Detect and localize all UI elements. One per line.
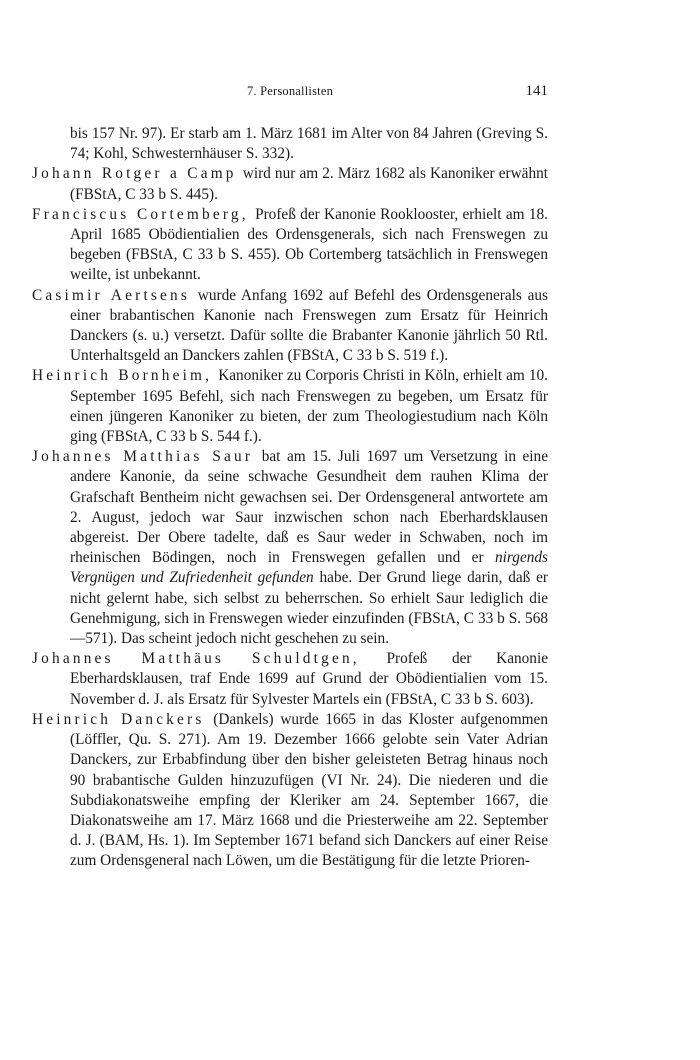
chapter-title: 7. Personallisten xyxy=(246,84,334,98)
person-name: Casimir Aertsens xyxy=(32,286,191,304)
person-name: Heinrich Bornheim, xyxy=(32,367,213,385)
person-name: Johannes Matthäus Schuldtgen, xyxy=(32,650,360,668)
body-text xyxy=(32,124,548,872)
person-name: Johannes Matthias Saur xyxy=(32,448,254,466)
entry-text: (Dankels) wurde 1665 in das Kloster aufgenommen (Löffler, Qu. S. 271). Am 19. Dezember 1666 gelobte sein Vater Adrian Danckers, zur Erbabfindung über den bisher geleisteten Betrag hinaus noch 90 brabantische Gulden hinzuzufügen (VI Nr. 24). Die niederen und die Subdiakonatsweihe empfing der Kleriker am 24. September 1667, die Diakonatsweihe am 17. März 1668 und die Priesterweihe am 22. September d. J. (BAM, Hs. 1). Im September 1671 befand sich Danckers auf einer Reise zum Ordensgeneral nach Löwen, um die Bestätigung für die letzte Prioren- xyxy=(70,710,548,870)
entry-heinrich-bornheim xyxy=(32,366,548,447)
entry-text: wurde Anfang 1692 auf Befehl des Ordensgenerals aus einer brabantischen Kanonie nach Frenswegen zum Ersatz für Heinrich Danckers (s. u.) versetzt. Dafür sollte die Brabanter Kanonie jährlich 50 Rtl. Unterhaltsgeld an Danckers zahlen (FBStA, C 33 b S. 519 f.). xyxy=(70,286,548,365)
entry-franciscus-cortemberg xyxy=(32,205,548,286)
entry-johannes-matthaeus-schuldtgen xyxy=(32,649,548,710)
entry-heinrich-danckers xyxy=(32,710,548,872)
entry-text-after: habe. Der Grund liege darin, daß er nicht gelernt habe, sich selbst zu beherrschen. So erhielt Saur lediglich die Genehmigung, sich in Frenswegen wieder einzufinden (FBStA, C 33 b S. 568—571). Das scheint jedoch nicht geschehen zu sein. xyxy=(70,569,548,648)
person-name: Heinrich Danckers xyxy=(32,710,205,728)
entry-casimir-aertsens xyxy=(32,286,548,367)
entry-continuation xyxy=(32,124,548,164)
entry-text: wird nur am 2. März 1682 als Kanoniker erwähnt (FBStA, C 33 b S. 445). xyxy=(70,165,548,203)
italic-quote: nirgends Vergnügen und Zufriedenheit gefunden xyxy=(70,549,548,587)
person-name: Franciscus Cortemberg, xyxy=(32,205,249,223)
entry-johann-rotger-a-camp xyxy=(32,164,548,204)
entry-johannes-matthias-saur xyxy=(32,447,548,649)
page-number: 141 xyxy=(525,83,548,99)
entry-text: Profeß der Kanonie Rooklooster, erhielt am 18. April 1685 Obödientialien des Ordensgenerals, sich nach Frenswegen zu begeben (FBStA, C 33 b S. 455). Ob Cortemberg tatsächlich in Frenswegen weilte, ist unbekannt. xyxy=(70,205,549,284)
entry-text: Kanoniker zu Corporis Christi in Köln, erhielt am 10. September 1695 Befehl, sich nach Frenswegen zu begeben, um Ersatz für einen jüngeren Kanoniker zu bieten, der zum Theologiestudium nach Köln ging (FBStA, C 33 b S. 544 f.). xyxy=(70,367,548,446)
entry-text: Profeß der Kanonie Eberhardsklausen, traf Ende 1699 auf Grund der Obödientialien vom 15. November d. J. als Ersatz für Sylvester Martels ein (FBStA, C 33 b S. 603). xyxy=(70,650,548,708)
person-name: Johann Rotger a Camp xyxy=(32,165,237,183)
entry-text: bis 157 Nr. 97). Er starb am 1. März 1681 im Alter von 84 Jahren (Greving S. 74; Kohl, Schwesternhäuser S. 332). xyxy=(70,125,548,163)
entry-text: bat am 15. Juli 1697 um Versetzung in eine andere Kanonie, da seine schwache Gesundheit dem rauhen Klima der Grafschaft Bentheim nicht gewachsen sei. Der Ordensgeneral antwortete am 2. August, jedoch war Saur inzwischen schon nach Eberhardsklausen abgereist. Der Obere tadelte, daß es Saur weder in Schwaben, noch im rheinischen Bödingen, noch in Frenswegen gefallen und er xyxy=(70,448,548,567)
running-head xyxy=(32,84,548,108)
